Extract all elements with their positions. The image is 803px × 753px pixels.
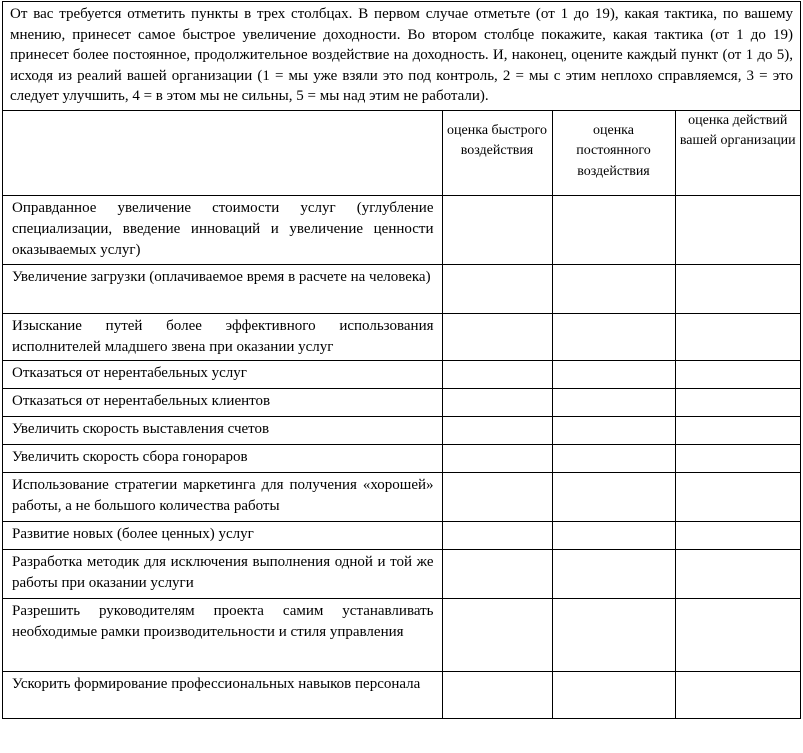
- tactic-label: Использование стратегии маркетинга для получения «хорошей» работы, а не большого количества работы: [3, 473, 442, 522]
- table-row: [3, 672, 800, 719]
- constant-impact-cell[interactable]: [552, 672, 675, 719]
- org-rating-cell[interactable]: [675, 196, 800, 265]
- org-rating-cell[interactable]: [675, 417, 800, 445]
- table-row: [3, 389, 800, 417]
- table-row: [3, 361, 800, 389]
- quick-impact-cell[interactable]: [442, 473, 552, 522]
- tactic-label: Оправданное увеличение стоимости услуг (углубление специализации, введение инноваций и увеличение ценности оказываемых услуг): [3, 196, 442, 265]
- constant-impact-cell[interactable]: [552, 550, 675, 599]
- table-row: [3, 473, 800, 522]
- quick-impact-cell[interactable]: [442, 389, 552, 417]
- tactic-label: Увеличение загрузки (оплачиваемое время в расчете на человека): [3, 265, 442, 314]
- quick-impact-cell[interactable]: [442, 599, 552, 672]
- tactic-label: Развитие новых (более ценных) услуг: [3, 522, 442, 550]
- constant-impact-cell[interactable]: [552, 473, 675, 522]
- org-rating-cell[interactable]: [675, 550, 800, 599]
- constant-impact-cell[interactable]: [552, 522, 675, 550]
- quick-impact-cell[interactable]: [442, 417, 552, 445]
- constant-impact-cell[interactable]: [552, 417, 675, 445]
- table-row: [3, 550, 800, 599]
- org-rating-cell[interactable]: [675, 522, 800, 550]
- constant-impact-cell[interactable]: [552, 361, 675, 389]
- table-row: [3, 314, 800, 361]
- tactic-label: Ускорить формирование профессиональных навыков персонала: [3, 672, 442, 719]
- table-row: [3, 599, 800, 672]
- constant-impact-cell[interactable]: [552, 599, 675, 672]
- org-rating-cell[interactable]: [675, 599, 800, 672]
- quick-impact-cell[interactable]: [442, 361, 552, 389]
- table-row: [3, 417, 800, 445]
- header-tactic-column: [3, 111, 442, 196]
- quick-impact-cell[interactable]: [442, 445, 552, 473]
- constant-impact-cell[interactable]: [552, 314, 675, 361]
- questionnaire-sheet: [2, 1, 801, 719]
- constant-impact-cell[interactable]: [552, 196, 675, 265]
- quick-impact-cell[interactable]: [442, 550, 552, 599]
- tactic-label: Разработка методик для исключения выполнения одной и той же работы при оказании услуги: [3, 550, 442, 599]
- quick-impact-cell[interactable]: [442, 672, 552, 719]
- quick-impact-cell[interactable]: [442, 314, 552, 361]
- tactic-label: Отказаться от нерентабельных клиентов: [3, 389, 442, 417]
- tactic-label: Увеличить скорость сбора гонораров: [3, 445, 442, 473]
- table-row: [3, 522, 800, 550]
- org-rating-cell[interactable]: [675, 314, 800, 361]
- header-constant-impact: оценка постоянного воздействия: [552, 111, 675, 196]
- org-rating-cell[interactable]: [675, 473, 800, 522]
- table-row: [3, 265, 800, 314]
- tactic-label: Изыскание путей более эффективного использования исполнителей младшего звена при оказании услуг: [3, 314, 442, 361]
- tactics-rating-table: [3, 111, 800, 720]
- table-row: [3, 445, 800, 473]
- constant-impact-cell[interactable]: [552, 389, 675, 417]
- org-rating-cell[interactable]: [675, 265, 800, 314]
- tactic-label: Отказаться от нерентабельных услуг: [3, 361, 442, 389]
- org-rating-cell[interactable]: [675, 445, 800, 473]
- header-org-actions: оценка действий вашей организации: [675, 111, 800, 196]
- table-header-row: [3, 111, 800, 196]
- tactic-label: Разрешить руководителям проекта самим устанавливать необходимые рамки производительности и стиля управления: [3, 599, 442, 672]
- table-row: [3, 196, 800, 265]
- org-rating-cell[interactable]: [675, 361, 800, 389]
- instructions-text: От вас требуется отметить пункты в трех столбцах. В первом случае отметьте (от 1 до 19), какая тактика, по вашему мнению, принесет самое быстрое увеличение доходности. Во втором столбце покажите, какая тактика (от 1 до 19) принесет более постоянное, продолжительное воздействие на доходность. И, наконец, оцените каждый пункт (от 1 до 5), исходя из реалий вашей организации (1 = мы уже взяли это под контроль, 2 = мы с этим неплохо справляемся, 3 = это следует улучшить, 4 = в этом мы не сильны, 5 = мы над этим не работали).: [3, 2, 800, 111]
- constant-impact-cell[interactable]: [552, 265, 675, 314]
- quick-impact-cell[interactable]: [442, 196, 552, 265]
- quick-impact-cell[interactable]: [442, 265, 552, 314]
- org-rating-cell[interactable]: [675, 389, 800, 417]
- org-rating-cell[interactable]: [675, 672, 800, 719]
- header-quick-impact: оценка быстрого воздействия: [442, 111, 552, 196]
- quick-impact-cell[interactable]: [442, 522, 552, 550]
- tactic-label: Увеличить скорость выставления счетов: [3, 417, 442, 445]
- constant-impact-cell[interactable]: [552, 445, 675, 473]
